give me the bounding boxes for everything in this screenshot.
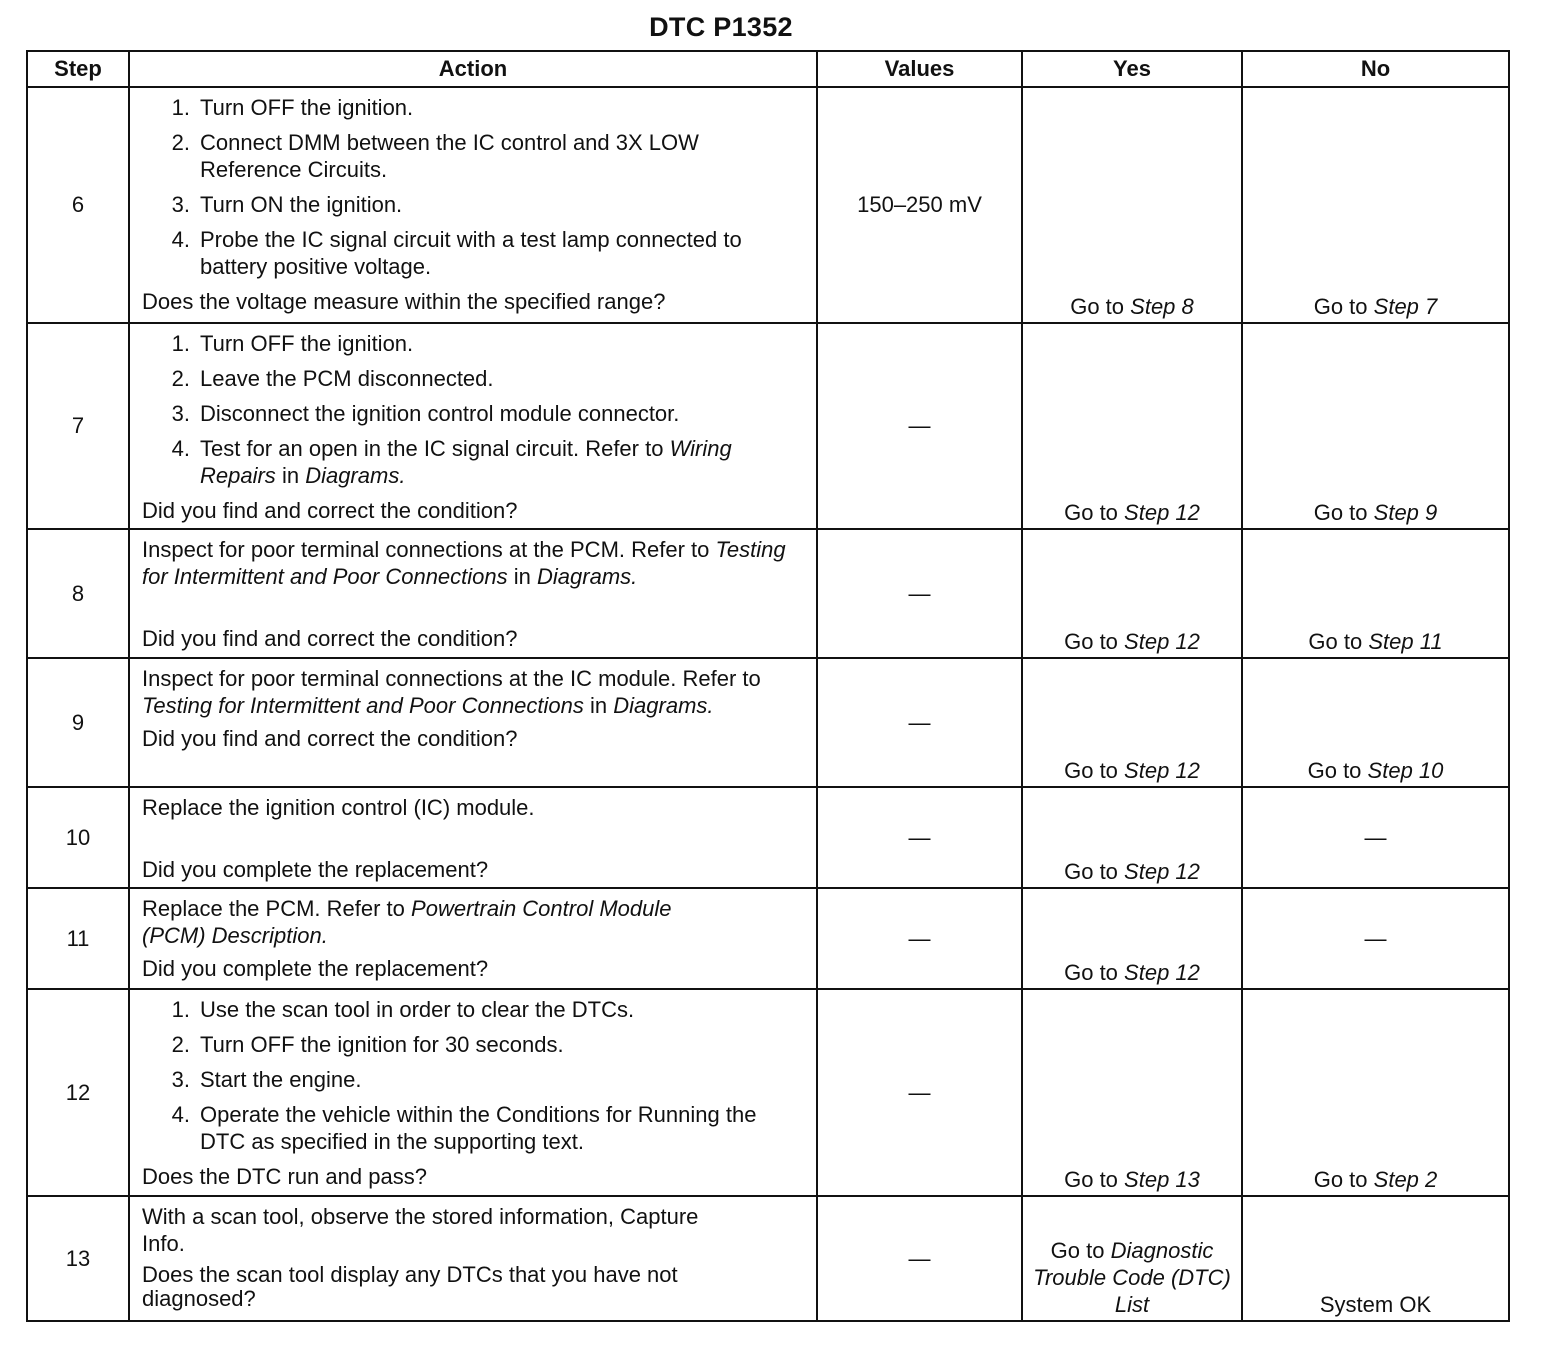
values-cell: — — [817, 323, 1022, 529]
step-link[interactable]: Step 12 — [1124, 758, 1200, 783]
step-link[interactable]: Step 12 — [1124, 500, 1200, 525]
action-text: With a scan tool, observe the stored information, Capture Info. — [142, 1204, 699, 1256]
step-number: 9 — [27, 658, 129, 787]
reference-link[interactable]: Wiring Repairs — [200, 436, 732, 488]
item-text: Turn ON the ignition. — [200, 192, 403, 217]
step-number: 8 — [27, 529, 129, 658]
reference-link[interactable]: Powertrain Control Module (PCM) Description. — [142, 896, 672, 948]
header-no: No — [1242, 51, 1509, 87]
item-number: 3. — [171, 192, 190, 217]
item-text: Use the scan tool in order to clear the DTCs. — [200, 997, 635, 1022]
action-question: Did you find and correct the condition? — [142, 626, 518, 651]
action-question: Does the voltage measure within the specified range? — [142, 289, 666, 314]
table-row-step-6 — [27, 87, 1509, 323]
table-row-step-7 — [27, 323, 1509, 529]
table-row-step-13 — [27, 1196, 1509, 1321]
action-text-in: in — [590, 693, 608, 718]
no-cell — [1242, 658, 1509, 787]
values-cell: 150–250 mV — [817, 87, 1022, 323]
yes-cell — [1022, 1196, 1242, 1321]
goto-label: Go to — [1313, 1167, 1368, 1192]
values-cell: — — [817, 529, 1022, 658]
item-text: Turn OFF the ignition. — [200, 331, 414, 356]
item-text: Turn OFF the ignition. — [200, 95, 414, 120]
item-number: 1. — [171, 95, 190, 120]
yes-cell — [1022, 323, 1242, 529]
step-link[interactable]: Step 2 — [1373, 1167, 1438, 1192]
table-row-step-10 — [27, 787, 1509, 888]
item-text-main: Test for an open in the IC signal circuit. Refer to — [200, 436, 664, 461]
step-link[interactable]: Step 9 — [1373, 500, 1438, 525]
step-link[interactable]: Step 8 — [1130, 294, 1194, 319]
no-cell: — — [1242, 888, 1509, 989]
action-text-main: Inspect for poor terminal connections at the IC module. Refer to — [142, 666, 761, 691]
step-link[interactable]: Step 10 — [1367, 758, 1444, 783]
goto-label: Go to — [1064, 1167, 1118, 1192]
yes-cell — [1022, 87, 1242, 323]
reference-link[interactable]: Diagrams. — [305, 463, 406, 488]
step-link[interactable]: Step 11 — [1368, 629, 1443, 654]
action-question: Did you complete the replacement? — [142, 956, 489, 981]
goto-label: Go to — [1308, 629, 1363, 654]
item-number: 1. — [171, 331, 190, 356]
header-step: Step — [27, 51, 129, 87]
table-row-step-11 — [27, 888, 1509, 989]
yes-cell — [1022, 888, 1242, 989]
step-number: 11 — [27, 888, 129, 989]
values-cell: — — [817, 888, 1022, 989]
step-link[interactable]: Step 13 — [1124, 1167, 1200, 1192]
goto-label: Go to — [1070, 294, 1125, 319]
action-text: Replace the ignition control (IC) module. — [142, 795, 535, 820]
goto-label: Go to — [1313, 500, 1368, 525]
item-text: Probe the IC signal circuit with a test lamp connected to battery positive voltage. — [200, 227, 742, 279]
item-text: Turn OFF the ignition for 30 seconds. — [200, 1032, 564, 1057]
action-text — [142, 895, 702, 949]
step-link[interactable]: Step 12 — [1124, 629, 1200, 654]
no-cell: — — [1242, 787, 1509, 888]
reference-link[interactable]: Testing for Intermittent and Poor Connections — [142, 693, 584, 718]
reference-link[interactable]: Diagrams. — [537, 564, 638, 589]
header-action: Action — [129, 51, 817, 87]
action-cell — [129, 787, 817, 888]
yes-cell — [1022, 989, 1242, 1196]
values-cell: — — [817, 989, 1022, 1196]
step-number: 13 — [27, 1196, 129, 1321]
step-number: 7 — [27, 323, 129, 529]
values-cell: — — [817, 787, 1022, 888]
goto-label: Go to — [1064, 758, 1118, 783]
values-cell: — — [817, 658, 1022, 787]
step-link[interactable]: Step 12 — [1124, 859, 1200, 884]
item-number: 4. — [171, 436, 190, 461]
header-row — [27, 51, 1509, 87]
action-cell — [129, 87, 817, 323]
action-text-in: in — [513, 564, 531, 589]
item-number: 1. — [171, 997, 190, 1022]
action-question: Does the scan tool display any DTCs that you have not diagnosed? — [142, 1262, 678, 1311]
item-number: 3. — [171, 1067, 190, 1092]
action-question: Did you find and correct the condition? — [142, 726, 518, 751]
item-number: 4. — [171, 1102, 190, 1127]
yes-cell — [1022, 658, 1242, 787]
action-question: Did you find and correct the condition? — [142, 498, 518, 523]
item-text: Connect DMM between the IC control and 3X LOW Reference Circuits. — [200, 130, 699, 182]
yes-cell — [1022, 529, 1242, 658]
item-number: 2. — [171, 366, 190, 391]
item-text: Disconnect the ignition control module connector. — [200, 401, 680, 426]
goto-label: Go to — [1064, 629, 1118, 654]
header-values: Values — [817, 51, 1022, 87]
no-cell — [1242, 323, 1509, 529]
step-number: 12 — [27, 989, 129, 1196]
table-row-step-8 — [27, 529, 1509, 658]
action-text-main: Replace the PCM. Refer to — [142, 896, 405, 921]
table-row-step-9 — [27, 658, 1509, 787]
step-number: 10 — [27, 787, 129, 888]
goto-label: Go to — [1064, 960, 1118, 985]
item-text-in: in — [281, 463, 300, 488]
action-text — [142, 536, 806, 590]
goto-label: Go to — [1064, 500, 1118, 525]
yes-cell — [1022, 787, 1242, 888]
action-cell — [129, 1196, 817, 1321]
step-number: 6 — [27, 87, 129, 323]
step-link[interactable]: Step 12 — [1124, 960, 1200, 985]
item-text: Leave the PCM disconnected. — [200, 366, 494, 391]
header-yes: Yes — [1022, 51, 1242, 87]
item-number: 2. — [171, 1032, 190, 1057]
dtc-table — [26, 50, 1510, 1322]
action-cell — [129, 658, 817, 787]
item-number: 3. — [171, 401, 190, 426]
action-text-main: Inspect for poor terminal connections at the PCM. Refer to — [142, 537, 710, 562]
action-cell — [129, 888, 817, 989]
goto-label: Go to — [1307, 758, 1362, 783]
no-cell — [1242, 87, 1509, 323]
item-text — [200, 435, 806, 489]
action-cell — [129, 529, 817, 658]
values-cell: — — [817, 1196, 1022, 1321]
reference-link[interactable]: Diagnostic Trouble Code (DTC) List — [1033, 1238, 1231, 1317]
action-cell — [129, 323, 817, 529]
action-question: Does the DTC run and pass? — [142, 1164, 427, 1189]
no-cell — [1242, 989, 1509, 1196]
action-cell — [129, 989, 817, 1196]
table-row-step-12 — [27, 989, 1509, 1196]
goto-label: Go to — [1064, 859, 1118, 884]
item-number: 4. — [171, 227, 190, 252]
item-number: 2. — [171, 130, 190, 155]
step-link[interactable]: Step 7 — [1373, 294, 1438, 319]
reference-link[interactable]: Diagrams. — [613, 693, 714, 718]
reference-link[interactable]: Testing for Intermittent and Poor Connections — [142, 537, 786, 589]
action-text — [142, 665, 806, 719]
no-cell: System OK — [1242, 1196, 1509, 1321]
goto-label: Go to — [1313, 294, 1368, 319]
goto-label: Go to — [1050, 1238, 1105, 1263]
item-text: Operate the vehicle within the Conditions for Running the DTC as specified in the supporting text. — [200, 1102, 757, 1154]
item-text: Start the engine. — [200, 1067, 362, 1092]
no-cell — [1242, 529, 1509, 658]
page-title: DTC P1352 — [649, 12, 793, 42]
action-question: Did you complete the replacement? — [142, 857, 489, 882]
